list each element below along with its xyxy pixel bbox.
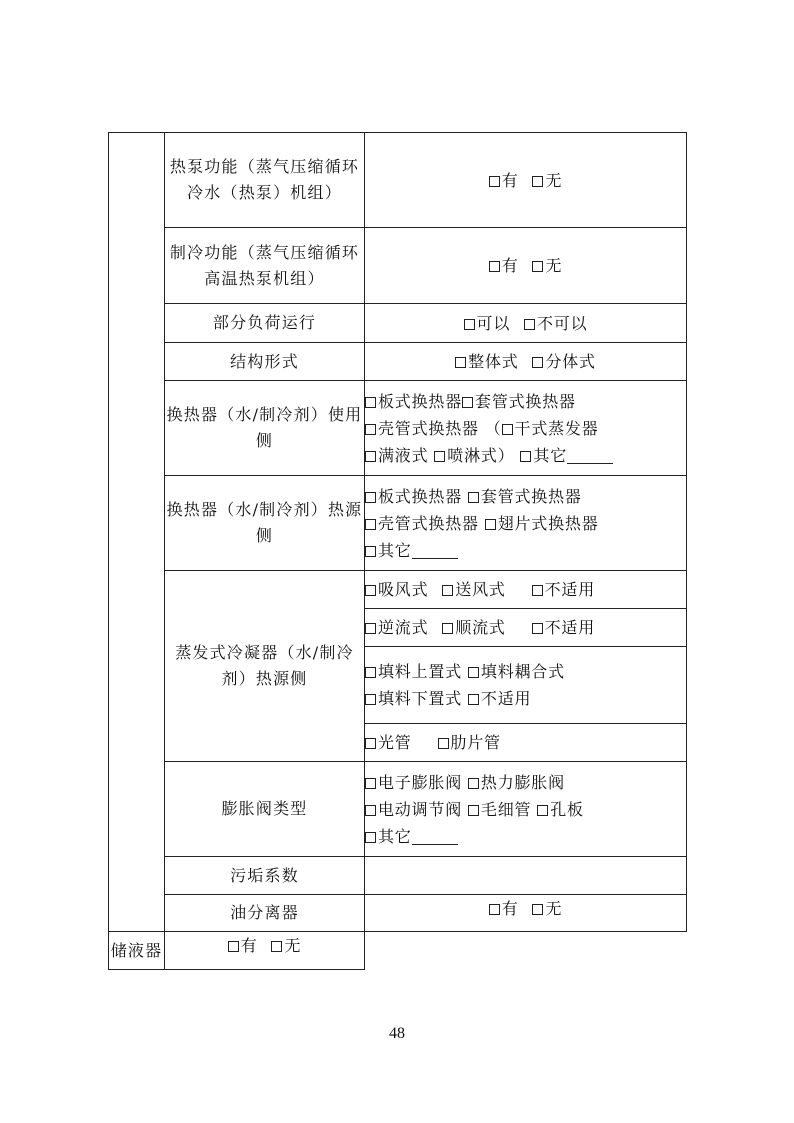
option-thermal-valve[interactable]: 热力膨胀阀	[468, 773, 565, 792]
checkbox[interactable]	[468, 778, 479, 789]
merged-category-cell	[109, 133, 165, 932]
option-cell	[165, 932, 365, 970]
checkbox[interactable]	[365, 519, 376, 530]
checkbox[interactable]	[532, 585, 543, 596]
checkbox[interactable]	[502, 424, 513, 435]
option-tube-in-tube-hx[interactable]: 套管式换热器	[462, 392, 576, 411]
option-cell	[365, 762, 687, 857]
checkbox[interactable]	[365, 492, 376, 503]
option-fill-top[interactable]: 填料上置式	[365, 662, 462, 681]
checkbox[interactable]	[489, 176, 500, 187]
option-integral[interactable]: 整体式	[455, 352, 518, 371]
option-cell	[365, 228, 687, 304]
row-label: 结构形式	[165, 343, 365, 381]
checkbox[interactable]	[485, 519, 496, 530]
checkbox[interactable]	[455, 357, 466, 368]
checkbox[interactable]	[489, 904, 500, 915]
option-cell	[365, 304, 687, 343]
option-no[interactable]: 无	[271, 936, 301, 955]
option-fill-coupled[interactable]: 填料耦合式	[468, 662, 565, 681]
option-suction-fan[interactable]: 吸风式	[365, 580, 428, 599]
checkbox[interactable]	[442, 585, 453, 596]
option-cell	[365, 571, 687, 609]
table-row	[109, 857, 687, 895]
checkbox[interactable]	[468, 805, 479, 816]
fill-in-blank[interactable]	[567, 449, 613, 464]
row-label: 蒸发式冷凝器（水/制冷剂）热源侧	[165, 571, 365, 762]
checkbox[interactable]	[365, 778, 376, 789]
row-label: 制冷功能（蒸气压缩循环高温热泵机组）	[165, 228, 365, 304]
option-other[interactable]: 其它	[365, 827, 458, 846]
option-dry-evaporator[interactable]: 干式蒸发器	[502, 419, 599, 438]
table-row	[109, 133, 687, 228]
checkbox[interactable]	[532, 904, 543, 915]
option-yes[interactable]: 有	[489, 899, 519, 918]
option-flooded[interactable]: 满液式	[365, 446, 428, 465]
row-label: 换热器（水/制冷剂）使用侧	[165, 381, 365, 476]
checkbox[interactable]	[489, 261, 500, 272]
table-row	[109, 343, 687, 381]
checkbox[interactable]	[532, 176, 543, 187]
checkbox[interactable]	[532, 357, 543, 368]
option-cell	[365, 133, 687, 228]
row-label: 部分负荷运行	[165, 304, 365, 343]
fill-in-blank[interactable]	[412, 830, 458, 845]
option-motorized-valve[interactable]: 电动调节阀	[365, 800, 462, 819]
option-counterflow[interactable]: 逆流式	[365, 618, 428, 637]
fill-in-blank[interactable]	[412, 544, 458, 559]
option-orifice[interactable]: 孔板	[537, 800, 584, 819]
option-spray[interactable]: 喷淋式	[434, 446, 497, 465]
checkbox[interactable]	[532, 261, 543, 272]
option-no[interactable]: 无	[532, 256, 562, 275]
option-plate-hx[interactable]: 板式换热器	[365, 392, 462, 411]
checkbox[interactable]	[468, 694, 479, 705]
row-label: 油分离器	[165, 895, 365, 932]
checkbox[interactable]	[365, 451, 376, 462]
option-finned-tube[interactable]: 肋片管	[438, 733, 501, 752]
option-cell	[365, 476, 687, 571]
table-row	[109, 571, 687, 609]
spec-table	[108, 132, 687, 970]
page-number: 48	[389, 1025, 405, 1042]
option-can[interactable]: 可以	[464, 314, 511, 333]
checkbox[interactable]	[365, 667, 376, 678]
option-split[interactable]: 分体式	[532, 352, 595, 371]
option-no[interactable]: 无	[532, 899, 562, 918]
option-yes[interactable]: 有	[489, 171, 519, 190]
checkbox[interactable]	[524, 319, 535, 330]
checkbox[interactable]	[365, 585, 376, 596]
checkbox[interactable]	[520, 451, 531, 462]
row-label: 换热器（水/制冷剂）热源侧	[165, 476, 365, 571]
checkbox[interactable]	[365, 397, 376, 408]
checkbox[interactable]	[365, 424, 376, 435]
checkbox[interactable]	[438, 738, 449, 749]
table-row	[109, 381, 687, 476]
checkbox[interactable]	[468, 492, 479, 503]
paren-open: （	[484, 418, 502, 438]
paren-close: ）	[497, 445, 515, 465]
option-electronic-valve[interactable]: 电子膨胀阀	[365, 773, 462, 792]
option-cell	[365, 343, 687, 381]
checkbox[interactable]	[271, 941, 282, 952]
table-row	[109, 932, 687, 970]
checkbox[interactable]	[464, 319, 475, 330]
option-not-applicable[interactable]: 不适用	[468, 689, 531, 708]
checkbox[interactable]	[228, 941, 239, 952]
checkbox[interactable]	[365, 805, 376, 816]
option-fin-hx[interactable]: 翅片式换热器	[485, 514, 599, 533]
table-row	[109, 476, 687, 571]
option-parallel-flow[interactable]: 顺流式	[442, 618, 505, 637]
option-not-applicable[interactable]: 不适用	[532, 580, 595, 599]
option-no[interactable]: 无	[532, 171, 562, 190]
checkbox[interactable]	[468, 667, 479, 678]
checkbox[interactable]	[532, 623, 543, 634]
option-cell	[365, 647, 687, 724]
checkbox[interactable]	[365, 832, 376, 843]
option-cell	[365, 895, 687, 932]
table-row	[109, 304, 687, 343]
option-capillary[interactable]: 毛细管	[468, 800, 531, 819]
checkbox[interactable]	[365, 546, 376, 557]
row-label: 储液器	[109, 932, 165, 970]
option-cannot[interactable]: 不可以	[524, 314, 587, 333]
row-label: 热泵功能（蒸气压缩循环冷水（热泵）机组）	[165, 133, 365, 228]
option-yes[interactable]: 有	[489, 256, 519, 275]
option-bare-tube[interactable]: 光管	[365, 733, 412, 752]
option-plate-hx[interactable]: 板式换热器	[365, 487, 462, 506]
checkbox[interactable]	[365, 694, 376, 705]
row-label: 污垢系数	[165, 857, 365, 895]
row-label: 膨胀阀类型	[165, 762, 365, 857]
option-other[interactable]: 其它	[365, 541, 458, 560]
table-row	[109, 762, 687, 857]
option-yes[interactable]: 有	[228, 936, 258, 955]
table-row	[109, 895, 687, 932]
option-blow-fan[interactable]: 送风式	[442, 580, 505, 599]
option-shell-tube-hx[interactable]: 壳管式换热器	[365, 514, 479, 533]
option-cell	[365, 381, 687, 476]
option-cell	[365, 609, 687, 647]
table-row	[109, 228, 687, 304]
option-cell	[365, 724, 687, 762]
checkbox[interactable]	[434, 451, 445, 462]
checkbox[interactable]	[442, 623, 453, 634]
option-fill-bottom[interactable]: 填料下置式	[365, 689, 462, 708]
checkbox[interactable]	[365, 738, 376, 749]
checkbox[interactable]	[537, 805, 548, 816]
option-tube-in-tube-hx[interactable]: 套管式换热器	[468, 487, 582, 506]
option-other[interactable]: 其它	[520, 446, 613, 465]
option-shell-tube-hx[interactable]: 壳管式换热器	[365, 419, 479, 438]
checkbox[interactable]	[462, 397, 473, 408]
fouling-factor-value[interactable]	[365, 857, 687, 895]
option-not-applicable[interactable]: 不适用	[532, 618, 595, 637]
checkbox[interactable]	[365, 623, 376, 634]
